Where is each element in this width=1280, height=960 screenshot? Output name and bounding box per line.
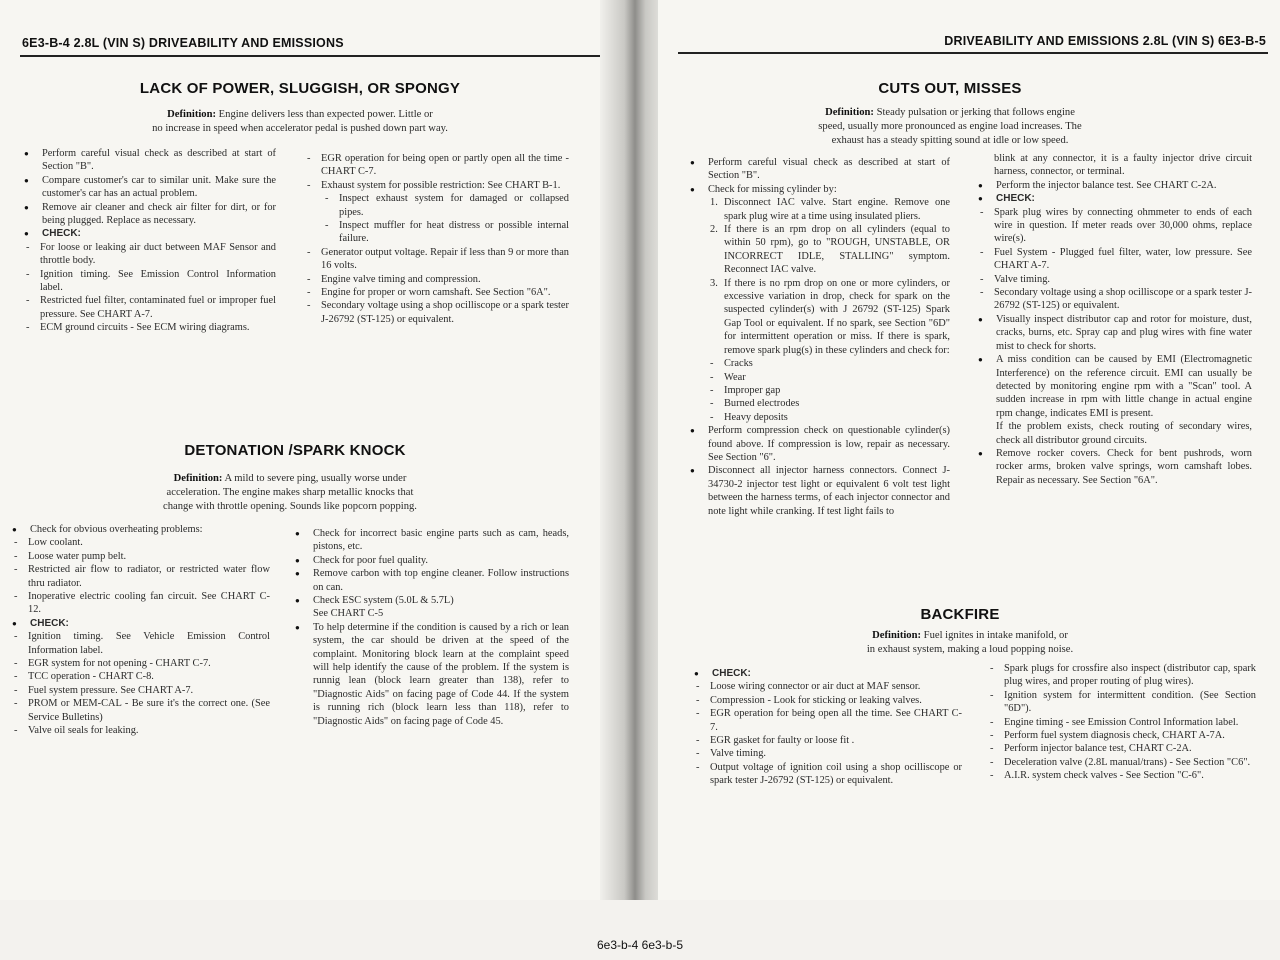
list-item: ● Visually inspect distributor cap and rotor for moisture, dust, cracks, burns, etc. Spray cap and plug wires with fine water mist to check for shorts. bbox=[976, 313, 1252, 353]
list-item: - PROM or MEM-CAL - Be sure it's the correct one. (See Service Bulletins) bbox=[10, 697, 270, 724]
numbered-step: 3. If there is no rpm drop on one or more cylinders, or excessive variation in drop, check for spark on the suspected cylinder(s) with J 26792 (ST-125) Spark Gap Tool or equivalent. If no spark, see Section "6D" for intermittent operation or miss. If there is spark, remove spark plug(s) in these cylinders and check for: bbox=[710, 277, 950, 356]
lack-of-power-column-1 bbox=[22, 147, 276, 335]
list-item: - TCC operation - CHART C-8. bbox=[10, 670, 270, 683]
list-item: - Engine for proper or worn camshaft. See Section "6A". bbox=[303, 286, 569, 299]
list-item: - EGR gasket for faulty or loose fit . bbox=[692, 734, 962, 747]
list-item: - Compression - Look for sticking or leaking valves. bbox=[692, 694, 962, 707]
list-item: - Restricted fuel filter, contaminated fuel or improper fuel pressure. See CHART A-7. bbox=[22, 294, 276, 321]
list-item: ● Check ESC system (5.0L & 5.7L) bbox=[293, 594, 569, 607]
list-item: - Generator output voltage. Repair if less than 9 or more than 16 volts. bbox=[303, 246, 569, 273]
list-item: - EGR system for not opening - CHART C-7. bbox=[10, 657, 270, 670]
list-item: ● Check for poor fuel quality. bbox=[293, 554, 569, 567]
list-item: - Ignition system for intermittent condition. (See Section "6D"). bbox=[986, 689, 1256, 716]
list-item: ● Remove rocker covers. Check for bent pushrods, worn rocker arms, broken valve springs, worn camshaft lobes. Repair as necessary. See Section "6A". bbox=[976, 447, 1252, 487]
detonation-definition bbox=[80, 472, 500, 514]
list-item: - Engine timing - see Emission Control Information label. bbox=[986, 716, 1256, 729]
right-running-head: DRIVEABILITY AND EMISSIONS 2.8L (VIN S) 6E3-B-5 bbox=[944, 34, 1266, 48]
list-item: - Heavy deposits bbox=[688, 411, 950, 424]
detonation-title: DETONATION /SPARK KNOCK bbox=[184, 442, 406, 459]
cuts-out-definition bbox=[770, 106, 1130, 148]
list-item: ● Perform careful visual check as described at start of Section "B". bbox=[22, 147, 276, 174]
list-item: - Inoperative electric cooling fan circuit. See CHART C-12. bbox=[10, 590, 270, 617]
cuts-out-column-2 bbox=[976, 152, 1252, 487]
list-item: - Inspect exhaust system for damaged or collapsed pipes. bbox=[303, 192, 569, 219]
list-item: - Fuel system pressure. See CHART A-7. bbox=[10, 684, 270, 697]
check-heading: ● CHECK: bbox=[10, 617, 270, 630]
definition-label: Definition: bbox=[173, 473, 223, 484]
list-item: - A.I.R. system check valves - See Section "C-6". bbox=[986, 769, 1256, 782]
list-item: - EGR operation for being open or partly open all the time - CHART C-7. bbox=[303, 152, 569, 179]
list-item: - Perform injector balance test, CHART C-2A. bbox=[986, 742, 1256, 755]
list-item: - Spark plug wires by connecting ohmmeter to ends of each wire in question. If meter reads over 30,000 ohms, replace wire(s). bbox=[976, 206, 1252, 246]
cuts-out-title: CUTS OUT, MISSES bbox=[878, 80, 1022, 97]
list-item: - Ignition timing. See Vehicle Emission Control Information label. bbox=[10, 630, 270, 657]
list-item: - Inspect muffler for heat distress or possible internal failure. bbox=[303, 219, 569, 246]
definition-label: Definition: bbox=[167, 109, 217, 120]
definition-text: Steady pulsation or jerking that follows engine bbox=[876, 107, 1075, 118]
list-item: - Secondary voltage using a shop ocilliscope or a spark tester J-26792 (ST-125) or equivalent. bbox=[303, 299, 569, 326]
list-item: ● To help determine if the condition is caused by a rich or lean system, the car should be driven at the speed of the complaint. Monitoring block learn at the complaint speed will help identify the cause of the problem. If the system is runnig lean (block learn greater than 138), refer to "Diagnostic Aids" on facing page of Code 44. If the system is running rich (block learn less than 118), refer to "Diagnostic Aids" on facing page of Code 45. bbox=[293, 621, 569, 728]
list-item: ● A miss condition can be caused by EMI (Electromagnetic Interference) on the reference circuit. EMI can usually be detected by monitoring engine rpm with a "Scan" tool. A sudden increase in rpm with little change in actual engine rpm change, indicates EMI is present. bbox=[976, 353, 1252, 420]
check-heading: ● CHECK: bbox=[22, 227, 276, 240]
list-item: - Low coolant. bbox=[10, 536, 270, 549]
backfire-definition bbox=[800, 629, 1140, 657]
list-item: ● Perform careful visual check as described at start of Section "B". bbox=[688, 156, 950, 183]
definition-label: Definition: bbox=[872, 630, 922, 641]
definition-text: no increase in speed when accelerator pedal is pushed down part way. bbox=[152, 123, 448, 134]
check-heading: ● CHECK: bbox=[976, 192, 1252, 205]
numbered-step: 1. Disconnect IAC valve. Start engine. Remove one spark plug wire at a time using insulated pliers. bbox=[710, 197, 950, 222]
list-item: - Cracks bbox=[688, 357, 950, 370]
definition-text: in exhaust system, making a loud popping noise. bbox=[866, 644, 1074, 655]
backfire-title: BACKFIRE bbox=[920, 606, 1000, 623]
left-running-head: 6E3-B-4 2.8L (VIN S) DRIVEABILITY AND EMISSIONS bbox=[22, 36, 344, 50]
list-item: - Valve timing. bbox=[692, 747, 962, 760]
list-item: - For loose or leaking air duct between MAF Sensor and throttle body. bbox=[22, 241, 276, 268]
definition-text: Fuel ignites in intake manifold, or bbox=[923, 630, 1068, 641]
definition-text: Engine delivers less than expected power. Little or bbox=[218, 109, 433, 120]
backfire-column-1 bbox=[692, 667, 962, 788]
list-item: - Valve timing. bbox=[976, 273, 1252, 286]
list-item: blink at any connector, it is a faulty injector drive circuit harness, connector, or terminal. bbox=[994, 153, 1252, 178]
definition-text: change with throttle opening. Sounds like popcorn popping. bbox=[163, 501, 417, 512]
detonation-column-1 bbox=[10, 523, 270, 738]
list-item: ● Remove air cleaner and check air filter for dirt, or for being plugged. Replace as necessary. bbox=[22, 201, 276, 228]
list-item: - Wear bbox=[688, 371, 950, 384]
list-item: ● Perform the injector balance test. See CHART C-2A. bbox=[976, 179, 1252, 192]
detonation-column-2 bbox=[293, 527, 569, 728]
list-item: ● Check for incorrect basic engine parts such as cam, heads, pistons, etc. bbox=[293, 527, 569, 554]
right-header-rule bbox=[678, 52, 1268, 54]
list-item: - Exhaust system for possible restriction: See CHART B-1. bbox=[303, 179, 569, 192]
lack-of-power-definition bbox=[90, 108, 510, 136]
list-item: - Deceleration valve (2.8L manual/trans) - See Section "C6". bbox=[986, 756, 1256, 769]
list-item: If the problem exists, check routing of secondary wires, check all distributor ground circuits. bbox=[996, 421, 1252, 446]
image-caption: 6e3-b-4 6e3-b-5 bbox=[596, 938, 684, 952]
list-item: - Spark plugs for crossfire also inspect (distributor cap, spark plug wires, and proper routing of plug wires). bbox=[986, 662, 1256, 689]
left-header-rule bbox=[20, 55, 620, 57]
definition-label: Definition: bbox=[825, 107, 874, 118]
definition-text: speed, usually more pronounced as engine load increases. The bbox=[818, 121, 1082, 132]
list-item: ● Perform compression check on questionable cylinder(s) found above. If compression is low, repair as necessary. See Section "6". bbox=[688, 424, 950, 464]
list-item: - Restricted air flow to radiator, or restricted water flow thru radiator. bbox=[10, 563, 270, 590]
definition-text: A mild to severe ping, usually worse under bbox=[224, 473, 407, 484]
step-text: If there is an rpm drop on all cylinders (equal to within 50 rpm), go to "ROUGH, UNSTABLE, OR INCORRECT IDLE, STALLING" symptom. Reconnect IAC valve. bbox=[724, 224, 950, 276]
list-item: ● Remove carbon with top engine cleaner. Follow instructions on can. bbox=[293, 567, 569, 594]
list-item: - Engine valve timing and compression. bbox=[303, 273, 569, 286]
numbered-step: 2. If there is an rpm drop on all cylinders (equal to within 50 rpm), go to "ROUGH, UNSTABLE, OR INCORRECT IDLE, STALLING" symptom. Reconnect IAC valve. bbox=[710, 224, 950, 276]
list-item: - Fuel System - Plugged fuel filter, water, low pressure. See CHART A-7. bbox=[976, 246, 1252, 273]
list-item: See CHART C-5 bbox=[313, 608, 384, 620]
definition-text: exhaust has a steady spitting sound at idle or low speed. bbox=[831, 135, 1069, 146]
list-item: - Valve oil seals for leaking. bbox=[10, 724, 270, 737]
lack-of-power-title: LACK OF POWER, SLUGGISH, OR SPONGY bbox=[139, 80, 461, 97]
check-heading: ● CHECK: bbox=[692, 667, 962, 680]
list-item: - Loose wiring connector or air duct at MAF sensor. bbox=[692, 680, 962, 693]
definition-text: acceleration. The engine makes sharp metallic knocks that bbox=[166, 487, 414, 498]
list-item: - Perform fuel system diagnosis check, CHART A-7A. bbox=[986, 729, 1256, 742]
list-item: ● Compare customer's car to similar unit. Make sure the customer's car has an actual problem. bbox=[22, 174, 276, 201]
list-item: ● Disconnect all injector harness connectors. Connect J-34730-2 injector test light or equivalent 6 volt test light between the harness terms, of each injector connector and note light while cranking. If test light fails to bbox=[688, 464, 950, 518]
list-item: - EGR operation for being open all the time. See CHART C-7. bbox=[692, 707, 962, 734]
list-item: - Ignition timing. See Emission Control Information label. bbox=[22, 268, 276, 295]
list-item: - Secondary voltage using a shop ocilliscope or a spark tester J-26792 (ST-125) or equivalent. bbox=[976, 286, 1252, 313]
list-item: - Output voltage of ignition coil using a shop ocilliscope or spark tester J-26792 (ST-125) or equivalent. bbox=[692, 761, 962, 788]
step-text: If there is no rpm drop on one or more cylinders, or excessive variation in drop, check for spark on the suspected cylinder(s) with J 26792 (ST-125) Spark Gap Tool or equivalent. If no spark, see Section "6D" for intermittent operation or miss. If there is spark, remove spark plug(s) in these cylinders and check for: bbox=[724, 277, 950, 356]
list-item: ● Check for obvious overheating problems: bbox=[10, 523, 270, 536]
lack-of-power-column-2 bbox=[303, 152, 569, 326]
cuts-out-column-1 bbox=[688, 156, 950, 518]
list-item: - Burned electrodes bbox=[688, 397, 950, 410]
list-item: - Improper gap bbox=[688, 384, 950, 397]
list-item: - ECM ground circuits - See ECM wiring diagrams. bbox=[22, 321, 276, 334]
left-page bbox=[0, 0, 622, 900]
list-item: - Loose water pump belt. bbox=[10, 550, 270, 563]
step-text: Disconnect IAC valve. Start engine. Remove one spark plug wire at a time using insulated pliers. bbox=[724, 197, 950, 222]
right-page bbox=[658, 0, 1280, 900]
backfire-column-2 bbox=[986, 662, 1256, 783]
list-item: ● Check for missing cylinder by: bbox=[688, 183, 950, 196]
